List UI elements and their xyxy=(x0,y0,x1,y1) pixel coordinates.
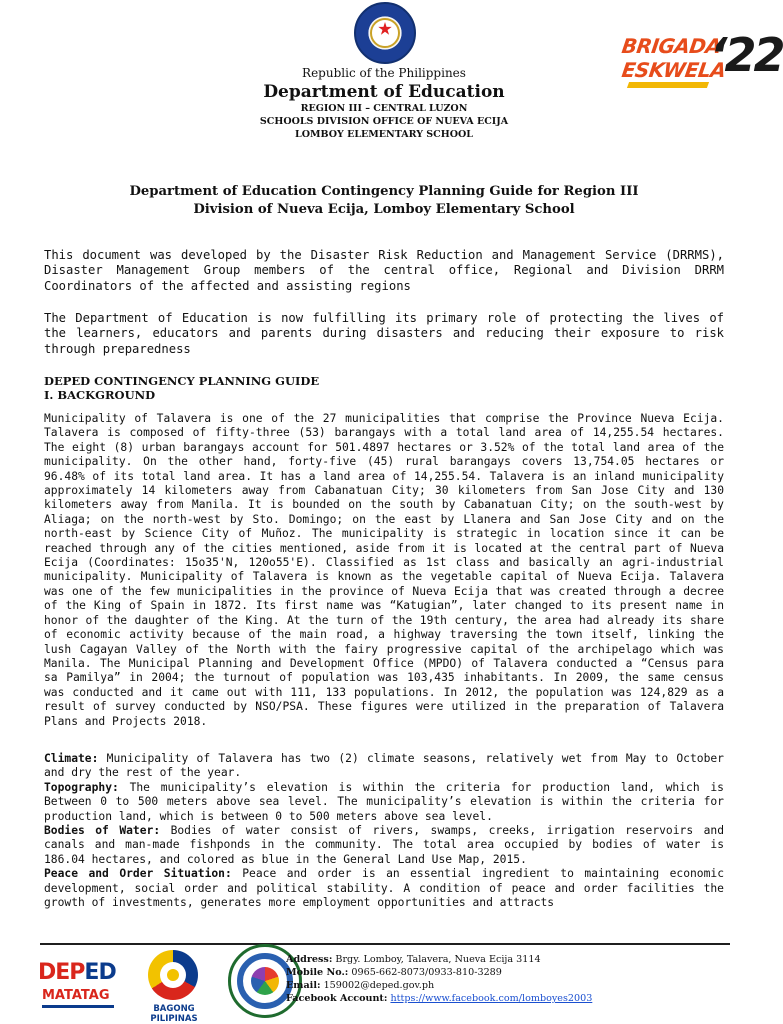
matatag-underline xyxy=(42,1005,114,1008)
department-title: Department of Education xyxy=(263,82,505,102)
matatag-text: MATATAG xyxy=(42,988,110,1003)
bagong-pilipinas-emblem xyxy=(148,950,198,1000)
mobile-label: Mobile No.: xyxy=(286,967,349,978)
email-label: Email: xyxy=(286,980,321,991)
brigada-text: BRIGADA xyxy=(620,34,723,58)
facebook-link[interactable]: https://www.facebook.com/lomboyes2003 xyxy=(390,993,593,1004)
brigada-year: ‘22 xyxy=(710,28,783,82)
bagong-pilipinas-logo xyxy=(130,948,218,1024)
peace-label: Peace and Order Situation: xyxy=(44,867,232,881)
document-subtitle: Division of Nueva Ecija, Lomboy Elementary School xyxy=(193,202,575,217)
address-line xyxy=(286,954,541,966)
background-paragraph: Municipality of Talavera is one of the 27 municipalities that comprise the Province Nueva Ecija. Talavera is composed of fifty-three (53) barangays with a total land area of 14,255.54 hectares. The eight (8) urban barangays account for 501.4897 hectares or 3.52% of the total land area of the municipality. On the other hand, forty-five (45) rural barangays covers 13,754.05 hectares or 96.48% of its total land area. It has a land area of 14,255.54. Talavera is an inland municipality approximately 14 kilometers away from Cabanatuan City; 30 kilometers from San Jose City and 130 kilometers away from Manila. It is bounded on the south by Cabanatuan City; on the south-west by Aliaga; on the north-west by Sto. Domingo; on the east by Llanera and San Jose City and on the north-east by Science City of Muñoz. The municipality is strategic in location since it can be reached through any of the cities mentioned, aside from it is located at the central part of Nueva Ecija (Coordinates: 15o35'N, 120o55'E). Classified as 1st class and basically an agri-industrial municipality. Municipality of Talavera is known as the vegetable capital of Nueva Ecija. Talavera was one of the few municipalities in the province of Nueva Ecija that was created through a decree of the King of Spain in 1872. Its first name was “Katugian”, later changed to its present name in honor of the daughter of the King. At the turn of the 19th century, the area had already its share of economic activity because of the main road, a highway traversing the town itself, linking the lush Cagayan Valley of the North with the fairy progressive capital of the archipelago which was Manila. The Municipal Planning and Development Office (MPDO) of Talavera conducted a “Census para sa Pamilya” in 2004; the turnout of population was 103,435 inhabitants. In 2009, the same census was conducted and it came out with 111, 133 populations. In 2012, the population was 124,829 as a result of survey conducted by NSO/PSA. These figures were utilized in the preparation of Talavera Plans and Projects 2018. xyxy=(44,412,724,728)
school-seal-core xyxy=(251,967,279,995)
facebook-label: Facebook Account: xyxy=(286,993,388,1004)
section-heading: DEPED CONTINGENCY PLANNING GUIDE xyxy=(44,374,320,388)
republic-line: Republic of the Philippines xyxy=(302,66,466,80)
email-value: 159002@deped.gov.ph xyxy=(320,980,435,991)
mobile-line xyxy=(286,967,502,979)
bagong-pilipinas-text: BAGONG PILIPINAS xyxy=(150,1004,198,1024)
school-line: LOMBOY ELEMENTARY SCHOOL xyxy=(295,129,473,140)
facebook-line xyxy=(286,993,592,1005)
background-heading: I. BACKGROUND xyxy=(44,388,156,402)
region-line: REGION III – CENTRAL LUZON xyxy=(300,103,468,114)
intro-paragraph-1: This document was developed by the Disaster Risk Reduction and Management Service (DRRMS), Disaster Management Group members of the central office, Regional and Division DRRM Coordinators of the affected and assisting regions xyxy=(44,248,724,293)
eskwela-text: ESKWELA xyxy=(620,58,728,82)
address-value: Brgy. Lomboy, Talavera, Nueva Ecija 3114 xyxy=(332,954,541,965)
intro-paragraph-2: The Department of Education is now fulfilling its primary role of protecting the lives of the learners, educators and parents during disasters and reducing their exposure to risk through preparedness xyxy=(44,311,724,356)
water-text: Bodies of water consist of rivers, swamps, creeks, irrigation reservoirs and canals and man-made fishponds in the community. The total area occupied by bodies of water is 186.04 hectares, and colored as blue in the General Land Use Map, 2015. xyxy=(44,824,724,866)
climate-text: Municipality of Talavera has two (2) climate seasons, relatively wet from May to October and dry the rest of the year. xyxy=(44,752,724,780)
deped-matatag-logo xyxy=(38,960,120,1014)
deped-seal-logo xyxy=(354,2,416,64)
climate-label: Climate: xyxy=(44,752,99,765)
sun-icon xyxy=(167,969,179,981)
division-line: SCHOOLS DIVISION OFFICE OF NUEVA ECIJA xyxy=(259,116,509,127)
deped-de: DEP xyxy=(38,960,85,985)
details-block xyxy=(44,752,724,910)
email-line xyxy=(286,980,434,992)
mobile-value: 0965-662-8073/0933-810-3289 xyxy=(348,967,502,978)
topography-label: Topography: xyxy=(44,780,119,794)
address-label: Address: xyxy=(286,954,333,965)
peace-text: Peace and order is an essential ingredient to maintaining economic development, social order and political stability. A condition of peace and order facilities the growth of investments, generates more employment opportunities and attracts xyxy=(44,867,724,910)
document-title: Department of Education Contingency Planning Guide for Region III xyxy=(129,184,639,199)
topography-text: The municipality’s elevation is within the criteria for production land, which is Between 0 to 500 meters above sea level. The municipality’s elevation is within the criteria for production land, which is between 0 to 500 meters above sea level. xyxy=(44,780,724,823)
footer-divider xyxy=(40,943,730,945)
deped-wordmark xyxy=(38,960,116,985)
water-label: Bodies of Water: xyxy=(44,824,161,838)
deped-ed: ED xyxy=(84,960,116,985)
